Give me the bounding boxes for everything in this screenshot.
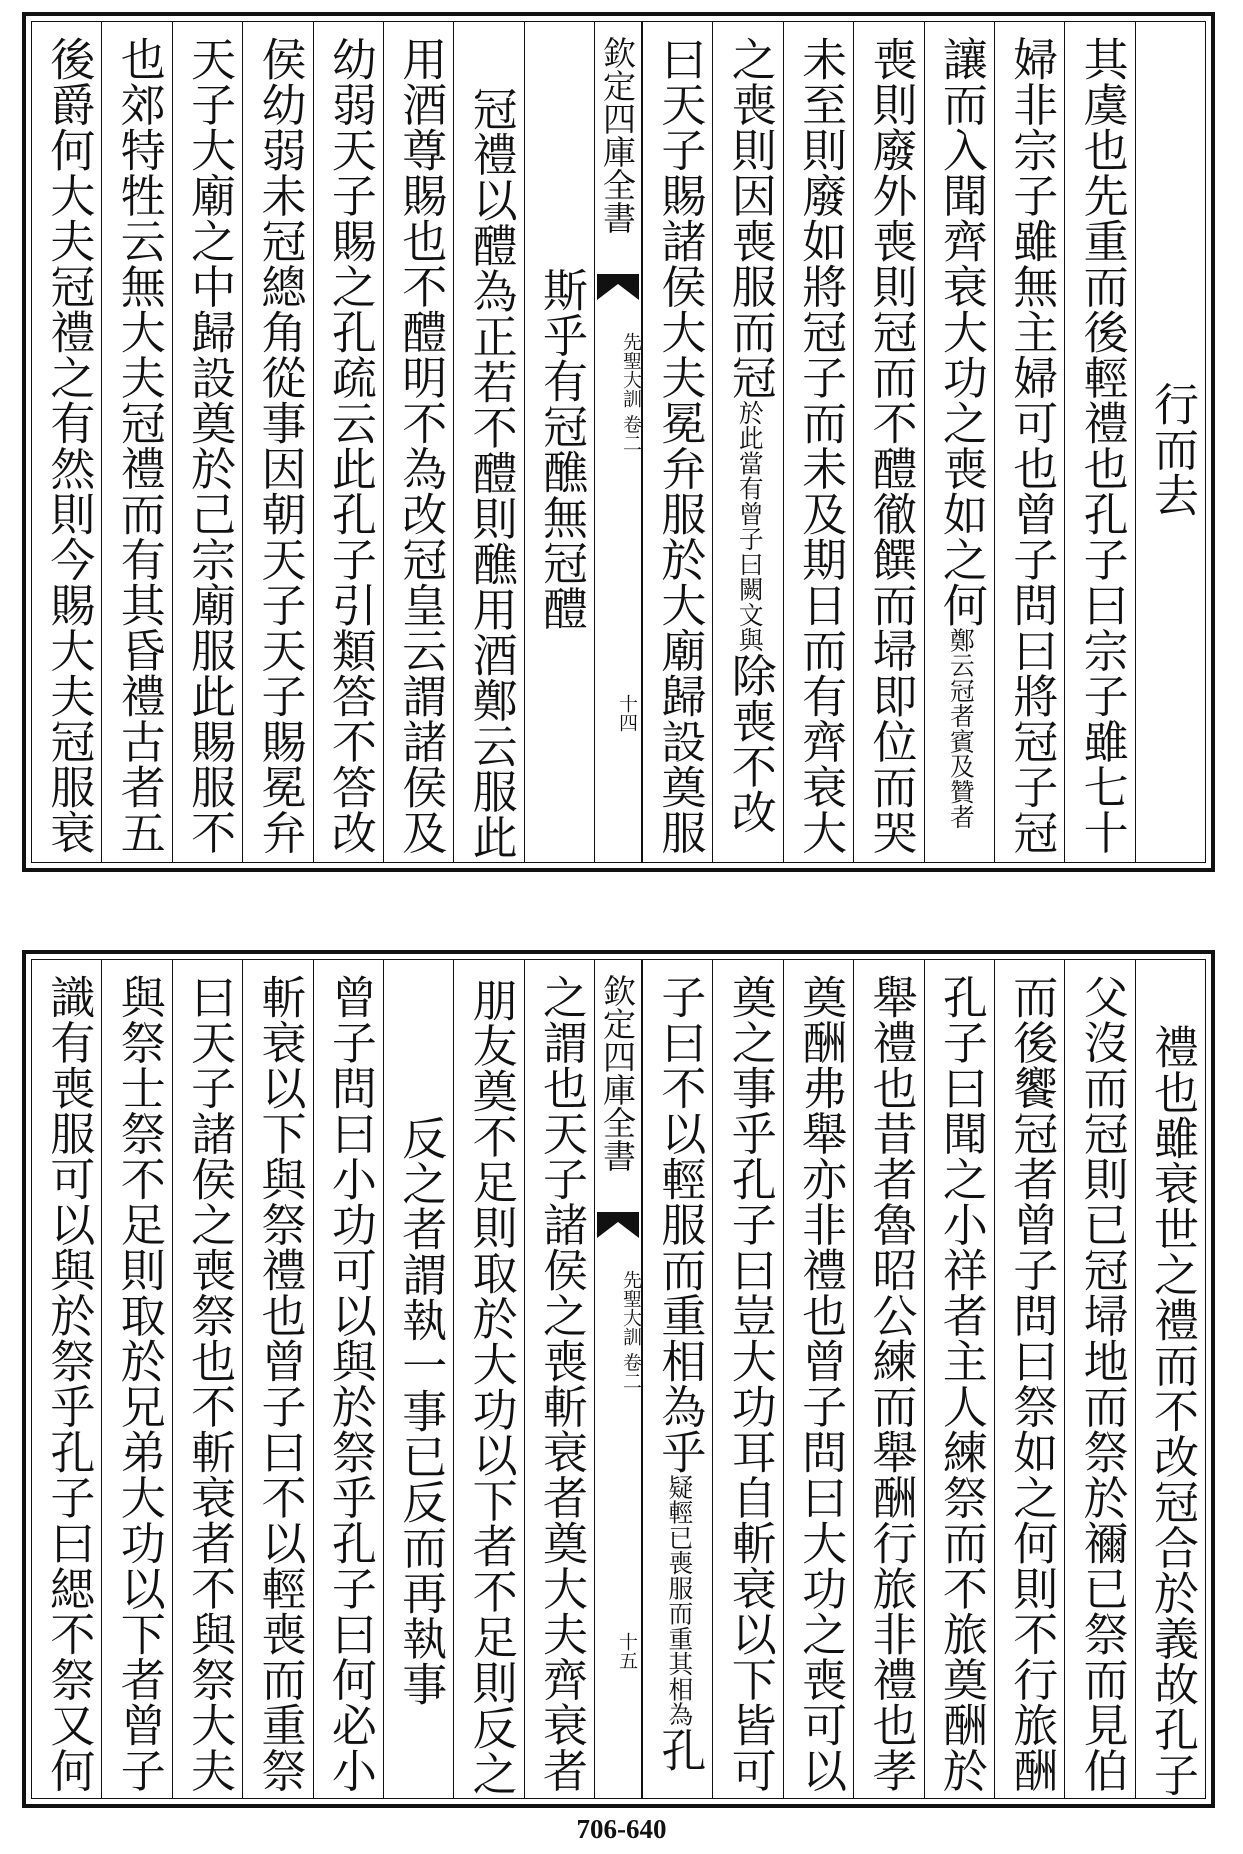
column-text: 與祭士祭不足則取於兄弟大功以下者曾子 <box>112 974 166 1793</box>
text-column <box>924 22 994 862</box>
text-column <box>642 960 712 1798</box>
text-column <box>924 960 994 1798</box>
column-text: 冠禮以醴為正若不醴則醮用酒鄭云服此 <box>464 86 518 860</box>
column-text: 舉禮也昔者魯昭公練而舉酬行旅非禮也孝 <box>864 974 918 1793</box>
fish-tail-ornament <box>597 1212 639 1238</box>
column-text: 天子大廟之中歸設奠於己宗廟服此賜服不 <box>183 36 237 855</box>
text-column <box>32 22 101 862</box>
top-page-frame <box>22 12 1215 872</box>
column-text: 之謂也天子諸侯之喪斬衰者奠大夫齊衰者 <box>535 974 588 1793</box>
book-title: 欽定四庫全書 <box>598 974 637 1172</box>
chapter-label: 先聖大訓 卷二 <box>620 1270 642 1391</box>
column-text: 其虞也先重而後輕禮也孔子曰宗子雖七十 <box>1075 36 1129 855</box>
annotation-text: 於此當有曾子曰闕文與 <box>735 400 765 653</box>
bottom-page-columns <box>31 959 1206 1799</box>
text-column <box>642 22 712 862</box>
text-column <box>313 960 383 1798</box>
column-text: 朋友奠不足則取於大功以下者不足則反之 <box>464 976 518 1796</box>
text-column <box>172 22 242 862</box>
column-text: 侯幼弱未冠總角從事因朝天子天子賜冕弁 <box>253 36 307 855</box>
text-column <box>712 960 782 1798</box>
folio-number: 十四 <box>616 694 638 732</box>
bottom-page-frame <box>22 950 1215 1808</box>
main-text: 除喪不改 <box>723 652 777 835</box>
text-column <box>383 960 453 1798</box>
fish-tail-ornament <box>597 274 639 300</box>
column-text: 也郊特牲云無大夫冠禮而有其昏禮古者五 <box>112 36 166 855</box>
column-text: 曰天子諸侯之喪祭也不斬衰者不與祭大夫 <box>183 974 237 1793</box>
folio-number: 十五 <box>616 1632 638 1670</box>
text-column <box>453 960 523 1798</box>
text-column <box>994 22 1064 862</box>
column-text: 行而去 <box>1146 380 1199 518</box>
column-text: 奠之事乎孔子曰豈大功耳自斬衰以下皆可 <box>723 974 777 1793</box>
center-fold-column <box>594 22 642 862</box>
column-text: 奠酬弗舉亦非禮也曾子問曰大功之喪可以 <box>794 974 848 1793</box>
main-text: 讓而入聞齊衰大功之喪如之何 <box>934 36 988 628</box>
column-text: 識有喪服可以與於祭乎孔子曰緦不祭又何 <box>42 974 96 1793</box>
text-column <box>1064 960 1134 1798</box>
main-text: 子曰不以輕服而重相為乎 <box>653 974 707 1475</box>
column-text <box>925 36 994 862</box>
column-text <box>713 36 782 862</box>
column-text: 未至則廢如將冠子而未及期日而有齊衰大 <box>794 36 848 855</box>
column-text: 禮也雖衰世之禮而不改冠合於義故孔子 <box>1146 1024 1199 1798</box>
column-text: 孔子曰聞之小祥者主人練祭而不旅奠酬於 <box>934 974 988 1793</box>
column-text: 反之者謂執一事已反而再執事 <box>394 1115 448 1707</box>
text-column <box>313 22 383 862</box>
column-text: 斬衰以下與祭禮也曾子曰不以輕喪而重祭 <box>253 974 307 1793</box>
text-column <box>453 22 523 862</box>
column-text <box>643 974 712 1798</box>
text-column <box>853 22 923 862</box>
page-number: 706-640 <box>576 1814 667 1844</box>
text-column <box>712 22 782 862</box>
text-column <box>783 960 853 1798</box>
text-column <box>101 22 171 862</box>
text-column <box>32 960 101 1798</box>
text-column <box>783 22 853 862</box>
text-column <box>101 960 171 1798</box>
main-text: 孔 <box>653 1727 707 1773</box>
text-column <box>1064 22 1134 862</box>
column-text: 曾子問曰小功可以與於祭乎孔子曰何必小 <box>323 974 377 1793</box>
column-text: 而後饗冠者曾子問曰祭如之何則不行旅酬 <box>1005 974 1059 1793</box>
column-text: 曰天子賜諸侯大夫冕弁服於大廟歸設奠服 <box>653 36 707 855</box>
text-column <box>1135 22 1205 862</box>
text-column <box>383 22 453 862</box>
chapter-label: 先聖大訓 卷二 <box>620 332 642 453</box>
text-column <box>853 960 923 1798</box>
text-column <box>1135 960 1205 1798</box>
top-page-columns <box>31 21 1206 863</box>
main-text: 之喪則因喪服而冠 <box>723 36 777 400</box>
book-title: 欽定四庫全書 <box>598 36 637 234</box>
center-fold-column <box>594 960 642 1798</box>
column-text: 斯乎有冠醮無冠醴 <box>535 267 588 631</box>
column-text: 後爵何大夫冠禮之有然則今賜大夫冠服衰 <box>42 36 96 855</box>
column-text: 喪則廢外喪則冠而不醴徹饌而埽即位而哭 <box>864 36 918 855</box>
column-text: 父沒而冠則已冠埽地而祭於禰已祭而見伯 <box>1075 974 1129 1793</box>
text-column <box>524 22 594 862</box>
text-column <box>242 960 312 1798</box>
column-text: 用酒尊賜也不醴明不為改冠皇云謂諸侯及 <box>394 36 448 855</box>
text-column <box>242 22 312 862</box>
text-column <box>524 960 594 1798</box>
annotation-text: 疑輕已喪服而重其相為 <box>665 1474 695 1727</box>
text-column <box>172 960 242 1798</box>
column-text: 婦非宗子雖無主婦可也曾子問曰將冠子冠 <box>1005 36 1059 855</box>
column-text: 幼弱天子賜之孔疏云此孔子引類答不答改 <box>323 36 377 855</box>
text-column <box>994 960 1064 1798</box>
annotation-text: 鄭云冠者賓及贊者 <box>946 627 976 830</box>
